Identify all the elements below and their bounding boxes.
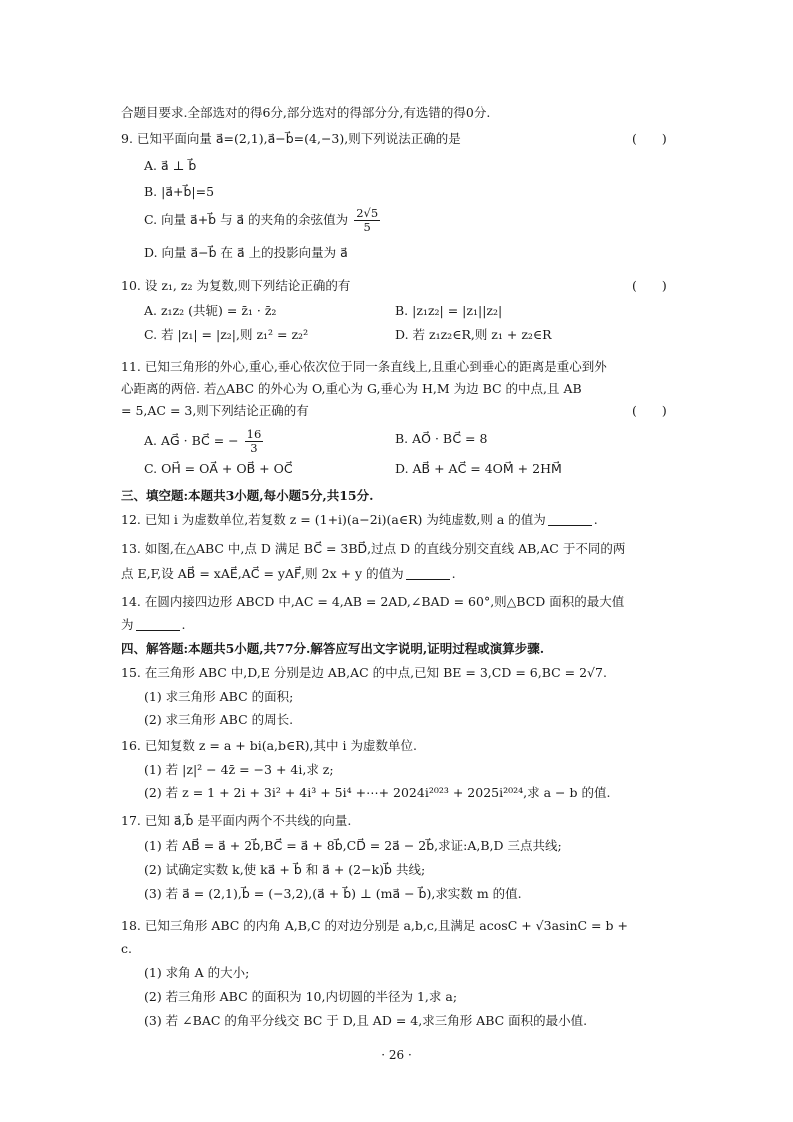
q10-option-a: A. z₁z₂ (共轭) = z̄₁ · z̄₂ — [144, 303, 277, 318]
page-number: · 26 · — [381, 1048, 412, 1062]
q10-option-c: C. 若 |z₁| = |z₂|,则 z₁² = z₂² — [144, 327, 309, 342]
q11-option-a-fraction — [245, 428, 264, 455]
q18-sub1: (1) 求角 A 的大小; — [144, 965, 250, 980]
q11-line2: 心距离的两倍. 若△ABC 的外心为 O,重心为 G,垂心为 H,M 为边 BC 的中点,且 AB — [121, 381, 582, 396]
intro-line: 合题目要求.全部选对的得6分,部分选对的得部分分,有选错的得0分. — [121, 105, 491, 120]
q11-option-b: B. AO⃗ · BC⃗ = 8 — [395, 431, 488, 446]
section-4-heading: 四、解答题:本题共5小题,共77分.解答应写出文字说明,证明过程或演算步骤. — [121, 641, 545, 656]
q12-answer-blank[interactable] — [548, 513, 592, 526]
q10-option-d: D. 若 z₁z₂∈R,则 z₁ + z₂∈R — [395, 327, 552, 342]
q14-answer-blank[interactable] — [136, 618, 180, 631]
q18-line1: 18. 已知三角形 ABC 的内角 A,B,C 的对边分别是 a,b,c,且满足 acosC + √3asinC = b + — [121, 918, 628, 933]
q11-option-d: D. AB⃗ + AC⃗ = 4OM⃗ + 2HM⃗ — [395, 461, 562, 476]
q11-option-c: C. OH⃗ = OA⃗ + OB⃗ + OC⃗ — [144, 461, 293, 476]
q12-stem: 12. 已知 i 为虚数单位,若复数 z = (1+i)(a−2i)(a∈R) 为纯虚数,则 a 的值为 — [121, 512, 546, 527]
q11-option-a-numerator: 16 — [246, 427, 262, 441]
q14-end: . — [181, 617, 186, 632]
q18-sub3: (3) 若 ∠BAC 的角平分线交 BC 于 D,且 AD = 4,求三角形 ABC 面积的最小值. — [144, 1013, 588, 1028]
q14-line2 — [121, 616, 186, 634]
q15-sub2: (2) 求三角形 ABC 的周长. — [144, 712, 294, 727]
q16-sub1: (1) 若 |z|² − 4z̄ = −3 + 4i,求 z; — [144, 762, 334, 777]
q12-text — [121, 511, 598, 529]
q11-option-a — [144, 428, 265, 455]
q15-sub1: (1) 求三角形 ABC 的面积; — [144, 689, 294, 704]
q13-end: . — [451, 566, 456, 581]
q12-end: . — [593, 512, 598, 527]
q13-line2 — [121, 565, 456, 583]
q11-option-a-denominator: 3 — [250, 441, 258, 455]
q9-option-c — [144, 207, 382, 234]
q9-option-c-fraction — [354, 207, 380, 234]
q15-stem: 15. 在三角形 ABC 中,D,E 分别是边 AB,AC 的中点,已知 BE = 3,CD = 6,BC = 2√7. — [121, 665, 607, 680]
q17-sub2: (2) 试确定实数 k,使 ka⃗ + b⃗ 和 a⃗ + (2−k)b⃗ 共线; — [144, 862, 426, 877]
q10-option-b: B. |z₁z₂| = |z₁||z₂| — [395, 303, 503, 318]
q9-stem: 9. 已知平面向量 a⃗=(2,1),a⃗−b⃗=(4,−3),则下列说法正确的是 — [121, 131, 461, 146]
q11-line1: 11. 已知三角形的外心,重心,垂心依次位于同一条直线上,且重心到垂心的距离是重心到外 — [121, 359, 607, 374]
q9-answer-paren: ( ) — [632, 131, 667, 146]
q9-option-c-numerator: 2√5 — [356, 206, 379, 220]
q18-sub2: (2) 若三角形 ABC 的面积为 10,内切圆的半径为 1,求 a; — [144, 989, 458, 1004]
q11-line3: = 5,AC = 3,则下列结论正确的有 — [121, 403, 309, 418]
q13-stem: 点 E,F,设 AB⃗ = xAE⃗,AC⃗ = yAF⃗,则 2x + y 的值为 — [121, 566, 404, 581]
q17-sub3: (3) 若 a⃗ = (2,1),b⃗ = (−3,2),(a⃗ + b⃗) ⊥ (ma⃗ − b⃗),求实数 m 的值. — [144, 886, 522, 901]
q16-stem: 16. 已知复数 z = a + bi(a,b∈R),其中 i 为虚数单位. — [121, 738, 417, 753]
q13-answer-blank[interactable] — [406, 567, 450, 580]
q17-stem: 17. 已知 a⃗,b⃗ 是平面内两个不共线的向量. — [121, 813, 352, 828]
q9-option-a: A. a⃗ ⊥ b⃗ — [144, 158, 197, 173]
q11-option-a-text: A. AG⃗ · BC⃗ = − — [144, 433, 239, 448]
q17-sub1: (1) 若 AB⃗ = a⃗ + 2b⃗,BC⃗ = a⃗ + 8b⃗,CD⃗ = 2a⃗ − 2b⃗,求证:A,B,D 三点共线; — [144, 838, 562, 853]
q9-option-d: D. 向量 a⃗−b⃗ 在 a⃗ 上的投影向量为 a⃗ — [144, 245, 348, 260]
section-3-heading: 三、填空题:本题共3小题,每小题5分,共15分. — [121, 488, 374, 503]
q14-line1: 14. 在圆内接四边形 ABCD 中,AC = 4,AB = 2AD,∠BAD = 60°,则△BCD 面积的最大值 — [121, 594, 625, 609]
q10-stem: 10. 设 z₁, z₂ 为复数,则下列结论正确的有 — [121, 278, 351, 293]
q11-answer-paren: ( ) — [632, 403, 667, 418]
q10-answer-paren: ( ) — [632, 278, 667, 293]
q14-stem: 为 — [121, 617, 134, 632]
q16-sub2: (2) 若 z = 1 + 2i + 3i² + 4i³ + 5i⁴ +⋯+ 2024i²⁰²³ + 2025i²⁰²⁴,求 a − b 的值. — [144, 785, 611, 800]
q18-line2: c. — [121, 941, 132, 956]
q9-option-b: B. |a⃗+b⃗|=5 — [144, 184, 215, 199]
q9-option-c-denominator: 5 — [363, 220, 371, 234]
q13-line1: 13. 如图,在△ABC 中,点 D 满足 BC⃗ = 3BD⃗,过点 D 的直线分别交直线 AB,AC 于不同的两 — [121, 541, 626, 556]
q9-option-c-text: C. 向量 a⃗+b⃗ 与 a⃗ 的夹角的余弦值为 — [144, 212, 349, 227]
